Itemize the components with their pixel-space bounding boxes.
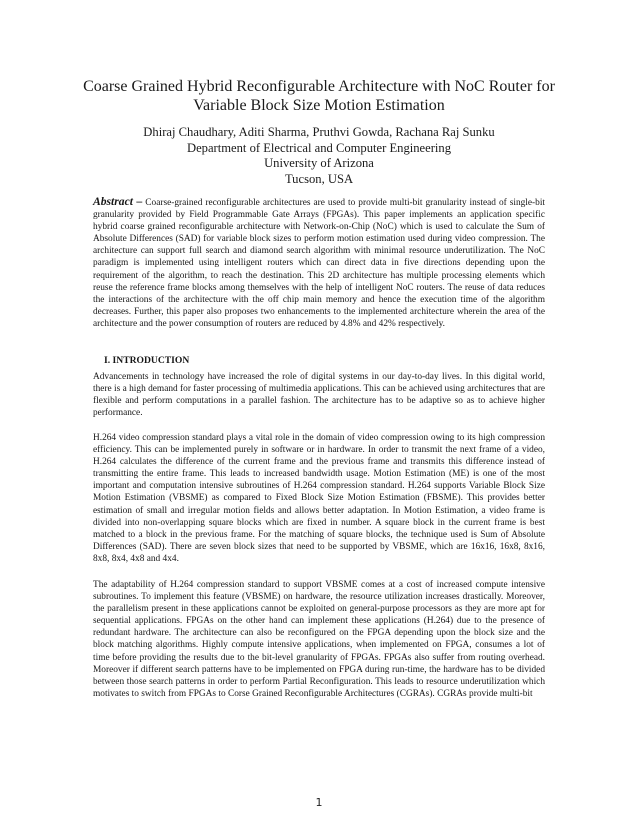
abstract-text: Coarse-grained reconfigurable architectures are used to provide multi-bit granularity instead of single-bit granularity provided by Field Programmable Gate Arrays (FPGAs). This paper implements an application specific hybrid coarse grained reconfigurable architecture with Network-on-Chip (NoC) which is used to calculate the Sum of Absolute Differences (SAD) for variable block sizes to perform motion estimation used during video compression. The architecture can support full search and diamond search algorithm with minimal resource underutilization. The NoC paradigm is implemented using intelligent routers which can direct data in five directions depending upon the requirement of the algorithm, to reach the destination. This 2D architecture has multiple processing elements which reuse the reference frame blocks among themselves with the help of intelligent NoC routers. The reuse of data reduces the interactions of the architecture with the off chip main memory and hence the execution time of the algorithm decreases. Further, this paper also proposes two enhancements to the implemented architecture wherein the area of the architecture and the power consumption of routers are reduced by 4.8% and 42% respectively.	[93, 198, 546, 329]
intro-paragraph-2: H.264 video compression standard plays a vital role in the domain of video compression owing to its high compression efficiency. This can be implemented purely in software or in hardware. In order to transmit the next frame of a video, H.264 calculates the difference of the current frame and the previous frame and transmits this difference instead of transmitting the entire frame. This leads to increased bandwidth usage. Motion Estimation (ME) is one of the most important and computation intensive subroutines of H.264 compression standard. H.264 supports Variable Block Size Motion Estimation (VBSME) as compared to Fixed Block Size Motion Estimation (FBSME). This provides better estimation of small and irregular motion fields and allows better adaptation. In Motion Estimation, a video frame is divided into non-overlapping square blocks which are fixed in number. A square block in the current frame is best matched to a block in the previous frame. For the matching of square blocks, the technique used is Sum of Absolute Differences (SAD). There are seven block sizes that need to be supported by VBSME, which are 16x16, 16x8, 8x16, 8x8, 8x4, 4x8 and 4x4.	[93, 433, 545, 564]
title-line-1: Coarse Grained Hybrid Reconfigurable Architecture with NoC Router for	[83, 78, 555, 95]
author-block	[60, 125, 578, 187]
intro-paragraph-1: Advancements in technology have increased the role of digital systems in our day-to-day lives. In this digital world, there is a high demand for faster processing of multimedia applications. This can be achieved using architectures that are flexible and perform computations in a parallel fashion. The architecture has to be adaptive so as to achieve higher performance.	[93, 372, 545, 419]
university: University of Arizona	[264, 156, 374, 170]
intro-paragraph-3: The adaptability of H.264 compression standard to support VBSME comes at a cost of increased compute intensive subroutines. To implement this feature (VBSME) on hardware, the resource utilization increases drastically. Moreover, the parallelism present in these applications cannot be exploited on general-purpose processors as they are more apt for sequential applications. FPGAs on the other hand can implement these applications (H.264) due to the presence of redundant hardware. The architecture can also be reconfigured on the FPGA depending upon the block size and the block matching algorithms. Highly compute intensive applications, when implemented on FPGA, consumes a lot of time before providing the results due to the bit-level granularity of FPGAs. FPGAs also suffer from routing overhead. Moreover if different search patterns have to be implemented on FPGA during run-time, the hardware has to be divided between those search patterns in order to perform Partial Reconfiguration. This leads to resource underutilization which motivates to switch from FPGAs to Corse Grained Reconfigurable Architectures (CGRAs). CGRAs provide multi-bit	[93, 580, 545, 699]
title-line-2: Variable Block Size Motion Estimation	[193, 97, 445, 114]
page-number: 1	[315, 796, 323, 809]
author-names: Dhiraj Chaudhary, Aditi Sharma, Pruthvi Gowda, Rachana Raj Sunku	[143, 125, 495, 139]
location: Tucson, USA	[284, 171, 354, 186]
abstract	[93, 196, 545, 330]
abstract-label: Abstract –	[93, 195, 143, 208]
section-heading-introduction: I. INTRODUCTION	[104, 355, 190, 366]
paper-title	[60, 77, 578, 115]
department: Department of Electrical and Computer Engineering	[186, 140, 452, 155]
